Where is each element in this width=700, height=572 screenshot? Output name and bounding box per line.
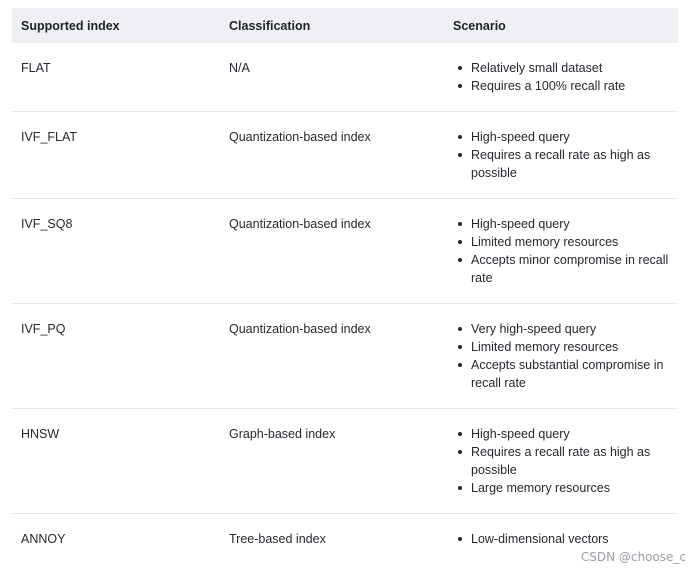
- scenario-item: Large memory resources: [471, 479, 669, 497]
- table-row: [12, 514, 678, 565]
- cell-classification: Tree-based index: [229, 532, 326, 546]
- header-classification: Classification: [229, 18, 311, 33]
- cell-index: ANNOY: [21, 532, 66, 546]
- scenario-item: Requires a recall rate as high as possible: [471, 146, 669, 182]
- index-table: [12, 8, 678, 564]
- header-scenario: Scenario: [453, 18, 506, 33]
- scenario-item: High-speed query: [471, 215, 669, 233]
- scenario-list: [453, 530, 669, 548]
- cell-index: IVF_FLAT: [21, 130, 78, 144]
- scenario-list: [453, 128, 669, 182]
- cell-classification: Quantization-based index: [229, 322, 371, 336]
- cell-classification: Quantization-based index: [229, 130, 371, 144]
- table-header-row: [12, 8, 678, 43]
- scenario-item: Very high-speed query: [471, 320, 669, 338]
- cell-scenario: [444, 43, 678, 112]
- scenario-item: Requires a 100% recall rate: [471, 77, 669, 95]
- cell-classification: Quantization-based index: [229, 217, 371, 231]
- scenario-list: [453, 425, 669, 497]
- scenario-list: [453, 320, 669, 392]
- scenario-list: [453, 59, 669, 95]
- scenario-item: Low-dimensional vectors: [471, 530, 669, 548]
- table-row: [12, 43, 678, 112]
- cell-scenario: [444, 304, 678, 409]
- scenario-item: Accepts substantial compromise in recall rate: [471, 356, 669, 392]
- header-supported-index: Supported index: [21, 18, 120, 33]
- watermark: CSDN @choose_c: [580, 550, 686, 564]
- cell-classification: N/A: [229, 61, 250, 75]
- scenario-item: High-speed query: [471, 425, 669, 443]
- scenario-item: High-speed query: [471, 128, 669, 146]
- scenario-item: Accepts minor compromise in recall rate: [471, 253, 669, 285]
- cell-index: HNSW: [21, 427, 60, 441]
- scenario-item: Limited memory resources: [471, 233, 669, 251]
- scenario-item: Limited memory resources: [471, 338, 669, 356]
- cell-classification: Graph-based index: [229, 427, 336, 441]
- table-row: [12, 304, 678, 409]
- index-table-container: [12, 8, 678, 564]
- scenario-item: Relatively small dataset: [471, 59, 669, 77]
- cell-index: IVF_PQ: [21, 322, 66, 336]
- scenario-list: [453, 215, 669, 287]
- table-row: [12, 112, 678, 199]
- cell-scenario: [444, 112, 678, 199]
- scenario-item: Requires a recall rate as high as possible: [471, 443, 669, 479]
- cell-index: IVF_SQ8: [21, 217, 73, 231]
- cell-index: FLAT: [21, 61, 51, 75]
- table-row: [12, 409, 678, 514]
- table-row: [12, 199, 678, 304]
- cell-scenario: [444, 199, 678, 304]
- cell-scenario: [444, 409, 678, 514]
